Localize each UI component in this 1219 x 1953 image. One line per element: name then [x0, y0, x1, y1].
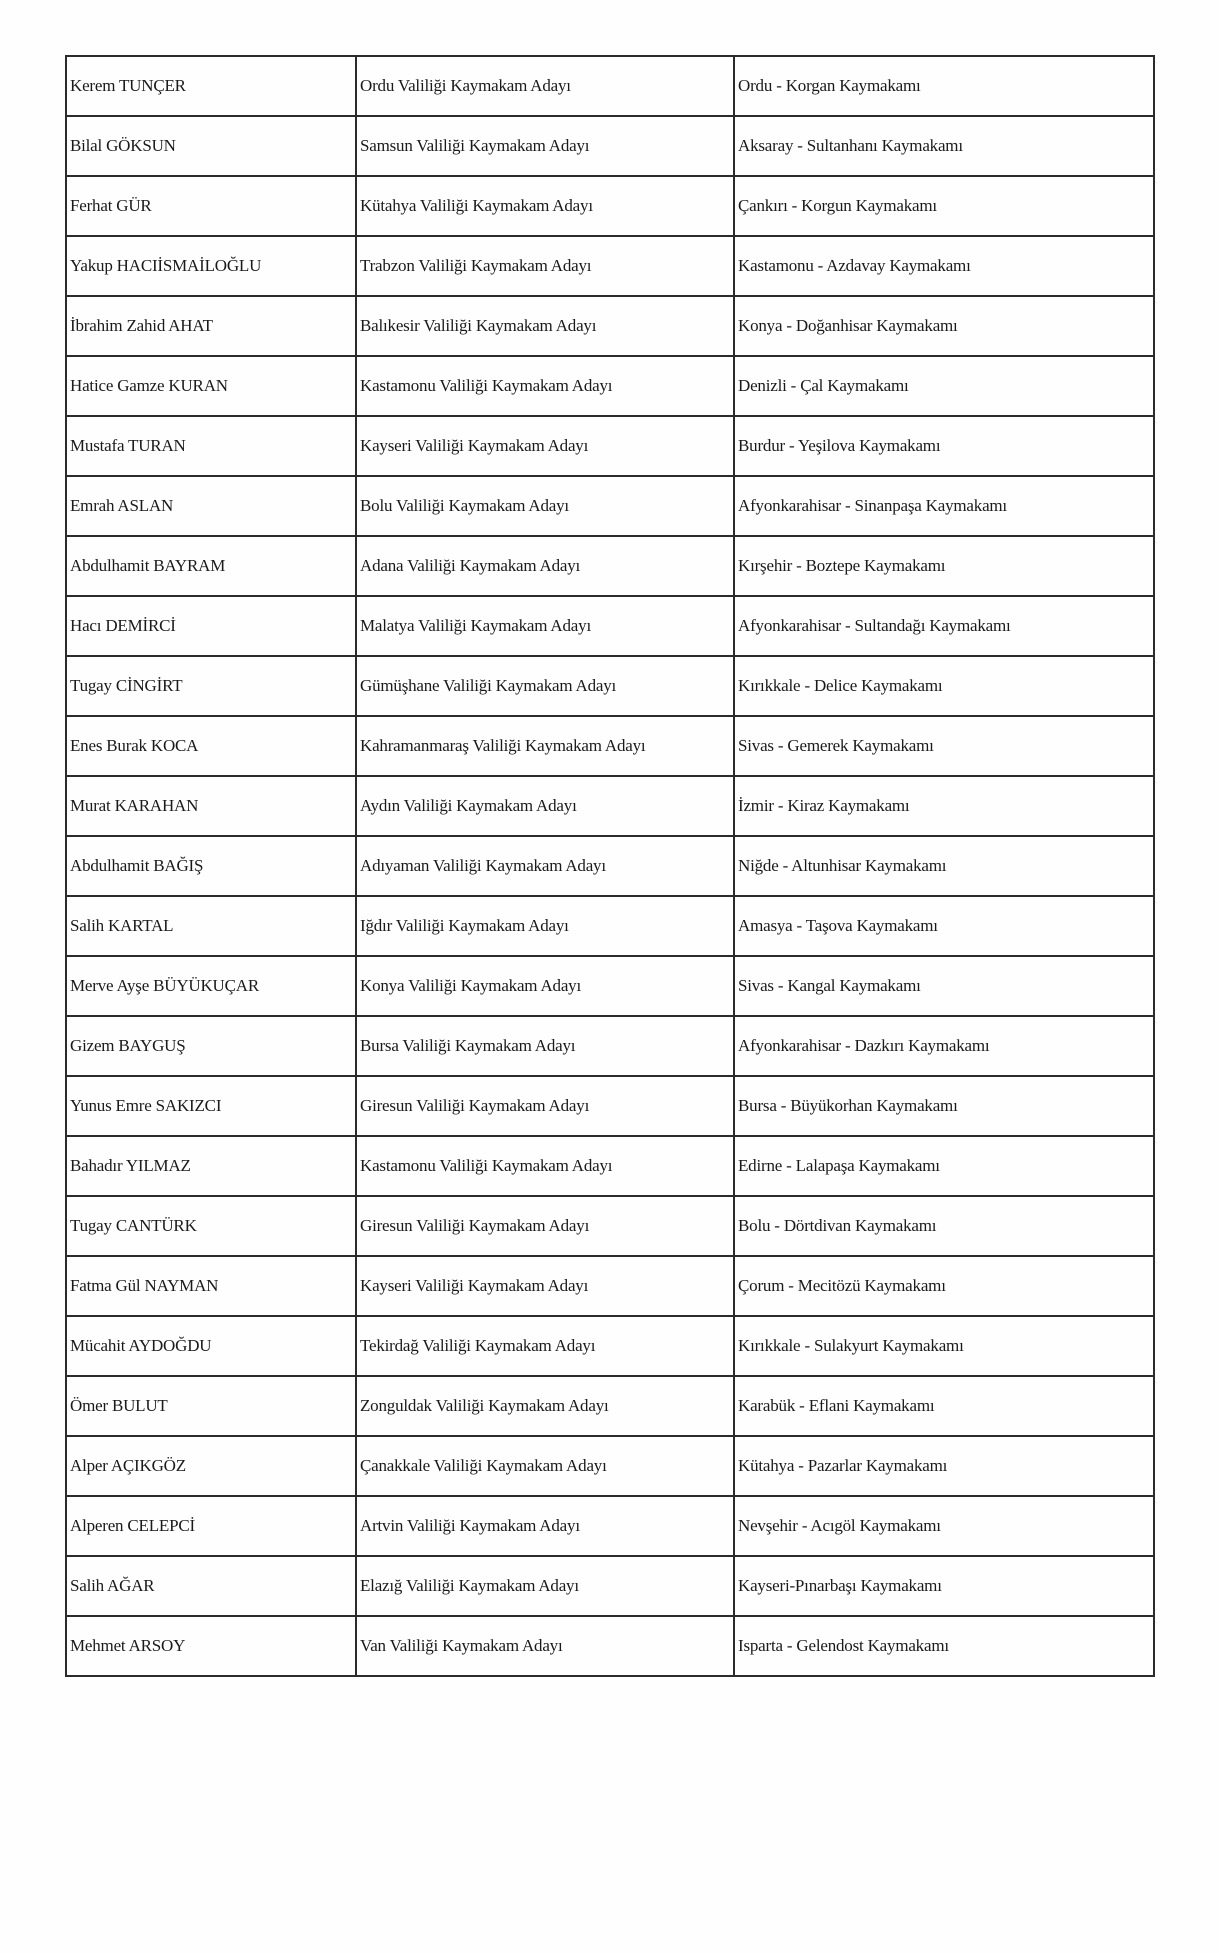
table-row [66, 1316, 1154, 1376]
candidacy-cell: Bolu Valiliği Kaymakam Adayı [356, 476, 734, 536]
name-cell: Alperen CELEPCİ [66, 1496, 356, 1556]
name-cell: Salih KARTAL [66, 896, 356, 956]
appointment-cell: Afyonkarahisar - Sinanpaşa Kaymakamı [734, 476, 1154, 536]
table-row [66, 956, 1154, 1016]
table-row [66, 836, 1154, 896]
table-row [66, 536, 1154, 596]
candidacy-cell: Aydın Valiliği Kaymakam Adayı [356, 776, 734, 836]
candidacy-cell: Tekirdağ Valiliği Kaymakam Adayı [356, 1316, 734, 1376]
appointment-cell: Nevşehir - Acıgöl Kaymakamı [734, 1496, 1154, 1556]
candidacy-cell: Zonguldak Valiliği Kaymakam Adayı [356, 1376, 734, 1436]
table-row [66, 296, 1154, 356]
name-cell: Yunus Emre SAKIZCI [66, 1076, 356, 1136]
candidacy-cell: Ordu Valiliği Kaymakam Adayı [356, 56, 734, 116]
table-row [66, 1616, 1154, 1676]
candidacy-cell: Giresun Valiliği Kaymakam Adayı [356, 1196, 734, 1256]
candidacy-cell: Trabzon Valiliği Kaymakam Adayı [356, 236, 734, 296]
appointment-cell: Sivas - Gemerek Kaymakamı [734, 716, 1154, 776]
name-cell: Kerem TUNÇER [66, 56, 356, 116]
candidacy-cell: Kastamonu Valiliği Kaymakam Adayı [356, 1136, 734, 1196]
appointment-cell: Çorum - Mecitözü Kaymakamı [734, 1256, 1154, 1316]
name-cell: Abdulhamit BAĞIŞ [66, 836, 356, 896]
table-row [66, 56, 1154, 116]
appointment-cell: Bolu - Dörtdivan Kaymakamı [734, 1196, 1154, 1256]
name-cell: Fatma Gül NAYMAN [66, 1256, 356, 1316]
table-row [66, 1376, 1154, 1436]
candidacy-cell: Bursa Valiliği Kaymakam Adayı [356, 1016, 734, 1076]
table-row [66, 776, 1154, 836]
candidacy-cell: Giresun Valiliği Kaymakam Adayı [356, 1076, 734, 1136]
table-row [66, 1256, 1154, 1316]
candidacy-cell: Samsun Valiliği Kaymakam Adayı [356, 116, 734, 176]
appointment-cell: Sivas - Kangal Kaymakamı [734, 956, 1154, 1016]
candidacy-cell: Adana Valiliği Kaymakam Adayı [356, 536, 734, 596]
candidacy-cell: Kahramanmaraş Valiliği Kaymakam Adayı [356, 716, 734, 776]
name-cell: Hacı DEMİRCİ [66, 596, 356, 656]
name-cell: Merve Ayşe BÜYÜKUÇAR [66, 956, 356, 1016]
candidacy-cell: Gümüşhane Valiliği Kaymakam Adayı [356, 656, 734, 716]
table-row [66, 116, 1154, 176]
candidacy-cell: Kütahya Valiliği Kaymakam Adayı [356, 176, 734, 236]
name-cell: Hatice Gamze KURAN [66, 356, 356, 416]
candidacy-cell: Çanakkale Valiliği Kaymakam Adayı [356, 1436, 734, 1496]
table-row [66, 716, 1154, 776]
name-cell: Abdulhamit BAYRAM [66, 536, 356, 596]
table-row [66, 1016, 1154, 1076]
appointment-cell: Çankırı - Korgun Kaymakamı [734, 176, 1154, 236]
name-cell: Gizem BAYGUŞ [66, 1016, 356, 1076]
table-row [66, 1436, 1154, 1496]
candidacy-cell: Malatya Valiliği Kaymakam Adayı [356, 596, 734, 656]
name-cell: Ömer BULUT [66, 1376, 356, 1436]
table-row [66, 1556, 1154, 1616]
name-cell: Yakup HACIİSMAİLOĞLU [66, 236, 356, 296]
candidacy-cell: Elazığ Valiliği Kaymakam Adayı [356, 1556, 734, 1616]
table-row [66, 416, 1154, 476]
name-cell: Ferhat GÜR [66, 176, 356, 236]
appointment-cell: Kırıkkale - Delice Kaymakamı [734, 656, 1154, 716]
table-row [66, 1076, 1154, 1136]
appointment-cell: Konya - Doğanhisar Kaymakamı [734, 296, 1154, 356]
candidacy-cell: Kayseri Valiliği Kaymakam Adayı [356, 416, 734, 476]
appointment-cell: Niğde - Altunhisar Kaymakamı [734, 836, 1154, 896]
name-cell: Enes Burak KOCA [66, 716, 356, 776]
appointment-cell: Aksaray - Sultanhanı Kaymakamı [734, 116, 1154, 176]
table-row [66, 656, 1154, 716]
appointment-cell: Afyonkarahisar - Sultandağı Kaymakamı [734, 596, 1154, 656]
appointment-cell: Edirne - Lalapaşa Kaymakamı [734, 1136, 1154, 1196]
name-cell: Murat KARAHAN [66, 776, 356, 836]
appointment-cell: Karabük - Eflani Kaymakamı [734, 1376, 1154, 1436]
table-row [66, 1196, 1154, 1256]
table-row [66, 356, 1154, 416]
name-cell: Mehmet ARSOY [66, 1616, 356, 1676]
name-cell: İbrahim Zahid AHAT [66, 296, 356, 356]
appointment-cell: Burdur - Yeşilova Kaymakamı [734, 416, 1154, 476]
candidacy-cell: Iğdır Valiliği Kaymakam Adayı [356, 896, 734, 956]
appointment-cell: Ordu - Korgan Kaymakamı [734, 56, 1154, 116]
appointment-cell: Amasya - Taşova Kaymakamı [734, 896, 1154, 956]
table-row [66, 176, 1154, 236]
candidacy-cell: Kayseri Valiliği Kaymakam Adayı [356, 1256, 734, 1316]
candidacy-cell: Adıyaman Valiliği Kaymakam Adayı [356, 836, 734, 896]
name-cell: Tugay CİNGİRT [66, 656, 356, 716]
table-row [66, 896, 1154, 956]
candidacy-cell: Artvin Valiliği Kaymakam Adayı [356, 1496, 734, 1556]
name-cell: Alper AÇIKGÖZ [66, 1436, 356, 1496]
table-row [66, 1136, 1154, 1196]
name-cell: Mustafa TURAN [66, 416, 356, 476]
appointment-cell: Denizli - Çal Kaymakamı [734, 356, 1154, 416]
candidacy-cell: Konya Valiliği Kaymakam Adayı [356, 956, 734, 1016]
table-row [66, 1496, 1154, 1556]
appointment-cell: Kırıkkale - Sulakyurt Kaymakamı [734, 1316, 1154, 1376]
appointment-table-body [66, 56, 1154, 1676]
appointment-cell: Kayseri-Pınarbaşı Kaymakamı [734, 1556, 1154, 1616]
name-cell: Salih AĞAR [66, 1556, 356, 1616]
appointment-cell: Isparta - Gelendost Kaymakamı [734, 1616, 1154, 1676]
candidacy-cell: Van Valiliği Kaymakam Adayı [356, 1616, 734, 1676]
name-cell: Tugay CANTÜRK [66, 1196, 356, 1256]
appointment-cell: Kastamonu - Azdavay Kaymakamı [734, 236, 1154, 296]
name-cell: Bahadır YILMAZ [66, 1136, 356, 1196]
appointment-cell: Kırşehir - Boztepe Kaymakamı [734, 536, 1154, 596]
appointment-table [65, 55, 1155, 1677]
table-row [66, 476, 1154, 536]
appointment-cell: Bursa - Büyükorhan Kaymakamı [734, 1076, 1154, 1136]
candidacy-cell: Kastamonu Valiliği Kaymakam Adayı [356, 356, 734, 416]
name-cell: Emrah ASLAN [66, 476, 356, 536]
candidacy-cell: Balıkesir Valiliği Kaymakam Adayı [356, 296, 734, 356]
appointment-cell: Kütahya - Pazarlar Kaymakamı [734, 1436, 1154, 1496]
table-row [66, 236, 1154, 296]
appointment-cell: İzmir - Kiraz Kaymakamı [734, 776, 1154, 836]
name-cell: Bilal GÖKSUN [66, 116, 356, 176]
table-row [66, 596, 1154, 656]
appointment-cell: Afyonkarahisar - Dazkırı Kaymakamı [734, 1016, 1154, 1076]
name-cell: Mücahit AYDOĞDU [66, 1316, 356, 1376]
